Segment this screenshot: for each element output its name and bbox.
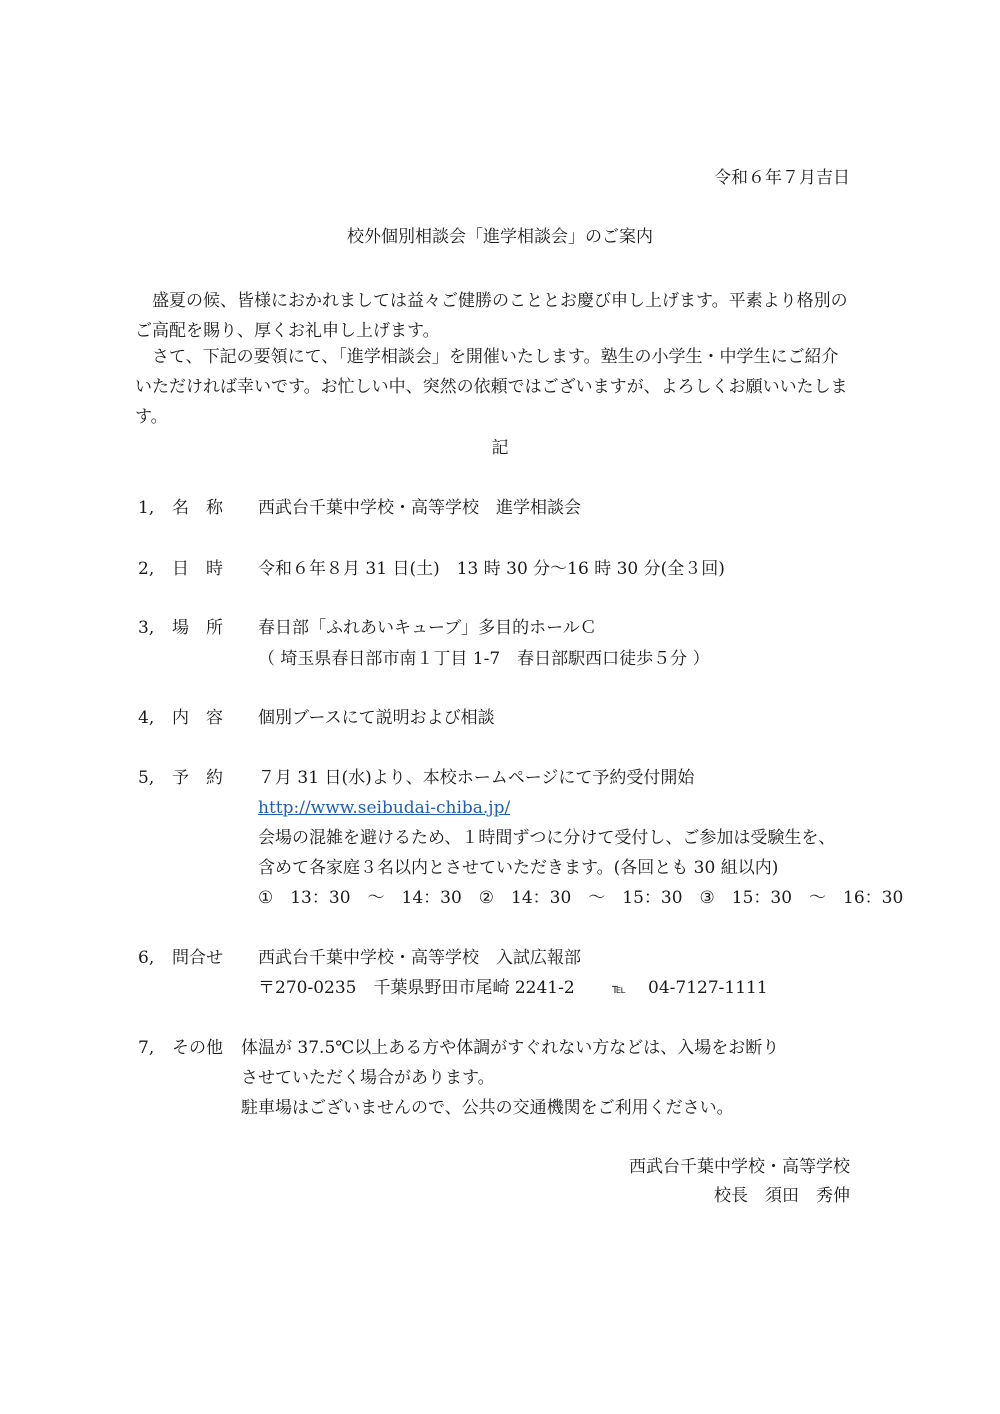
contact-address: 〒270-0235 千葉県野田市尾崎 2241-2 — [258, 978, 575, 998]
item-venue-address: （ 埼玉県春日部市南１丁目 1-7 春日部駅西口徒歩５分 ） — [258, 649, 710, 669]
item-label: 場 所 — [172, 618, 223, 638]
item-content-value: 個別ブースにて説明および相談 — [258, 708, 495, 728]
other-note-line: 駐車場はございませんので、公共の交通機関をご利用ください。 — [241, 1098, 734, 1118]
reservation-time-slots: ① 13：30 ～ 14：30 ② 14：30 ～ 15：30 ③ 15：30 ～ 16：30 — [258, 888, 904, 908]
school-website-link[interactable]: http://www.seibudai-chiba.jp/ — [258, 798, 511, 818]
greeting-paragraph: 盛夏の候、皆様におかれましては益々ご健勝のこととお慶び申し上げます。平素より格別のご高配を賜り、厚くお礼申し上げます。 — [135, 291, 848, 341]
item-label: 内 容 — [172, 708, 223, 728]
item-venue-value: 春日部「ふれあいキューブ」多目的ホールＣ — [258, 618, 597, 638]
other-note-line: 体温が 37.5℃以上ある方や体調がすぐれない方などは、入場をお断り — [241, 1038, 780, 1058]
item-label: 問合せ — [172, 948, 223, 968]
item-label: 予 約 — [172, 768, 223, 788]
signature-school: 西武台千葉中学校・高等学校 — [629, 1157, 850, 1177]
tel-icon: ℡ — [612, 982, 626, 997]
item-label: 名 称 — [172, 498, 223, 518]
item-number: 6, — [138, 948, 155, 968]
item-number: 7, — [138, 1038, 155, 1058]
item-label: その他 — [172, 1038, 223, 1058]
document-title: 校外個別相談会「進学相談会」のご案内 — [347, 227, 653, 247]
intro-paragraph: さて、下記の要領にて、「進学相談会」を開催いたします。塾生の小学生・中学生にご紹介いただければ幸いです。お忙しい中、突然の依頼ではございますが、よろしくお願いいたします。 — [135, 347, 848, 427]
contact-department: 西武台千葉中学校・高等学校 入試広報部 — [258, 948, 581, 968]
item-number: 1, — [138, 498, 155, 518]
ki-heading: 記 — [491, 438, 509, 458]
item-number: 3, — [138, 618, 155, 638]
item-number: 5, — [138, 768, 155, 788]
item-number: 2, — [138, 559, 155, 579]
item-reservation-value: ７月 31 日(水)より、本校ホームページにて予約受付開始 — [258, 768, 695, 788]
item-datetime-value: 令和６年８月 31 日(土) 13 時 30 分～16 時 30 分(全３回) — [258, 559, 725, 579]
issue-date: 令和６年７月吉日 — [714, 168, 850, 188]
item-label: 日 時 — [172, 559, 223, 579]
reservation-note-line: 会場の混雑を避けるため、１時間ずつに分けて受付し、ご参加は受験生を、 — [258, 828, 836, 848]
item-name-value: 西武台千葉中学校・高等学校 進学相談会 — [258, 498, 581, 518]
other-note-line: させていただく場合があります。 — [241, 1068, 495, 1088]
reservation-note-line: 含めて各家庭３名以内とさせていただきます。(各回とも 30 組以内) — [258, 858, 779, 878]
contact-phone: 04-7127-1111 — [648, 978, 768, 998]
item-number: 4, — [138, 708, 155, 728]
signature-principal: 校長 須田 秀伸 — [714, 1186, 850, 1206]
